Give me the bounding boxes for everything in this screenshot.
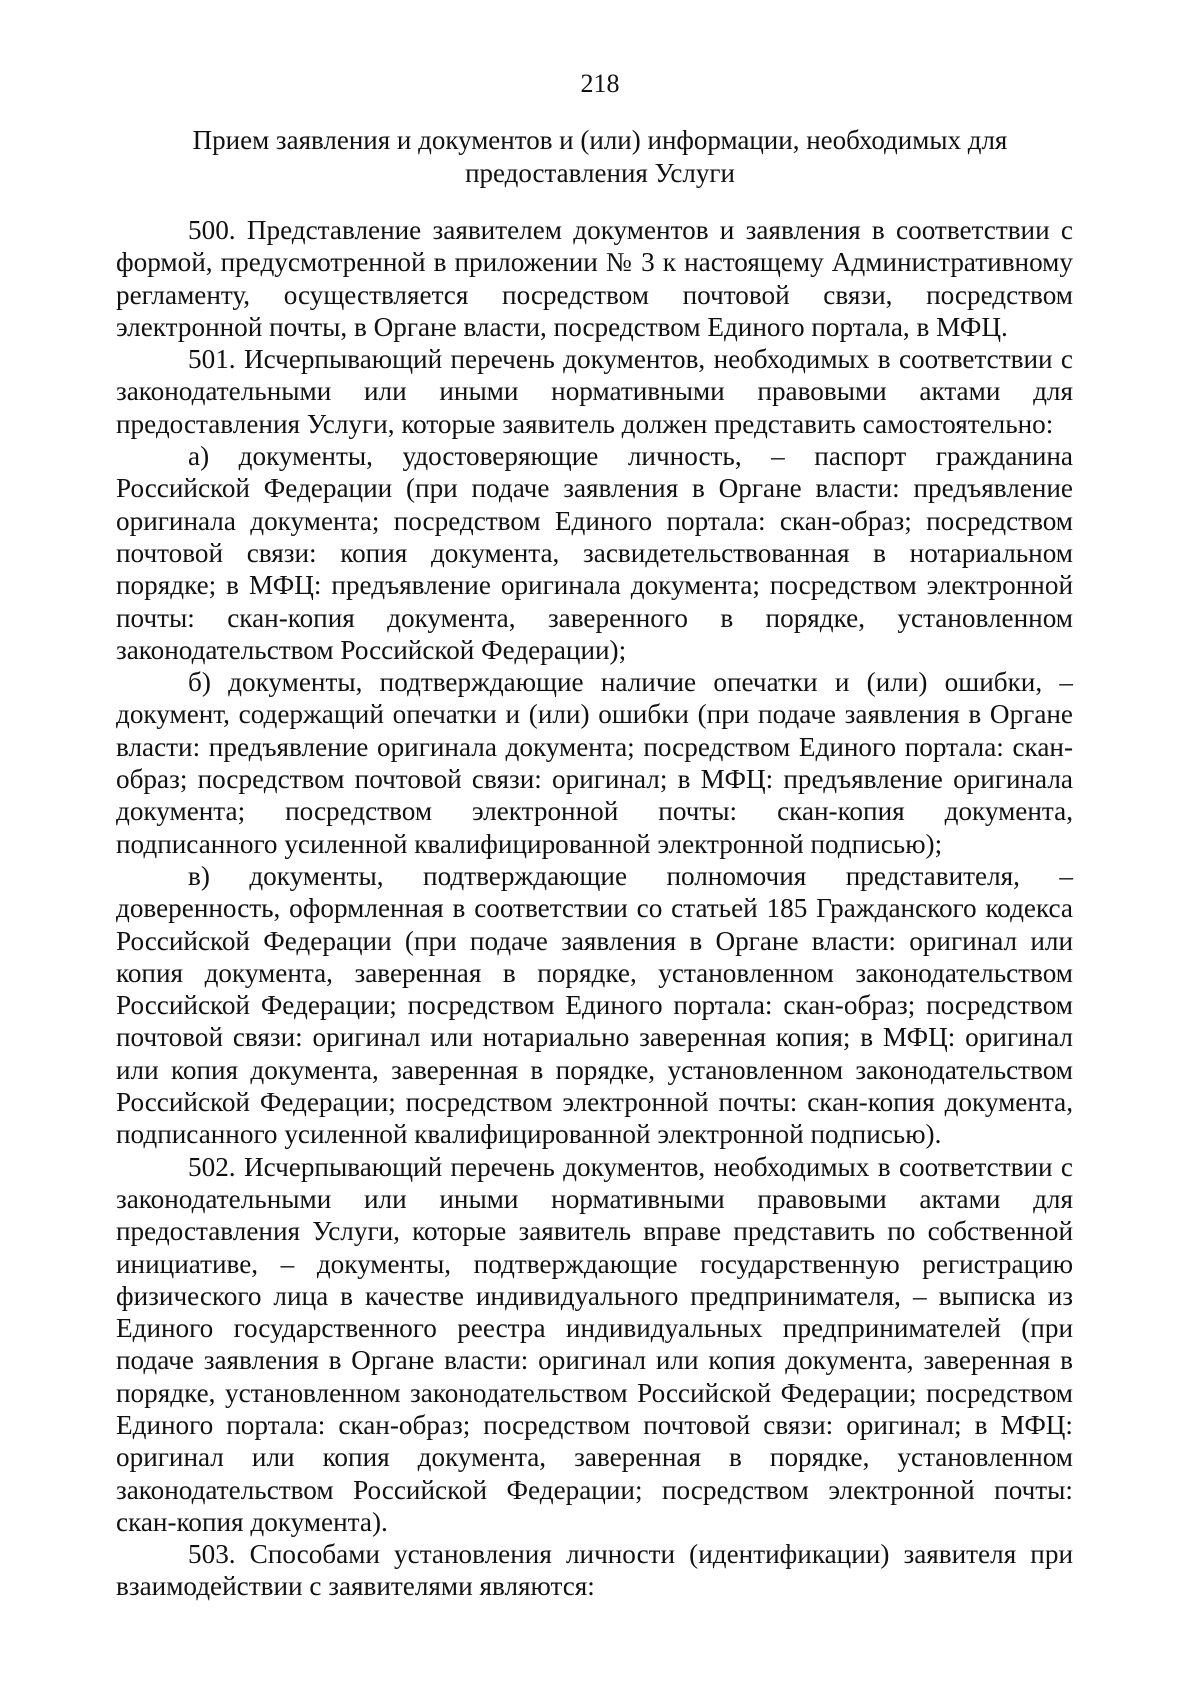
- paragraph-500: 500. Представление заявителем документов и заявления в соответствии с формой, предусмотренной в приложении № 3 к настоящему Административному регламенту, осуществляется посредством почтовой связи, посредством электронной почты, в Органе власти, посредством Единого портала, в МФЦ.: [116, 215, 1073, 342]
- paragraph-503: 503. Способами установления личности (идентификации) заявителя при взаимодействии с заявителями являются:: [116, 1539, 1073, 1602]
- document-body: [116, 214, 1073, 1603]
- paragraph-501-item-v: в) документы, подтверждающие полномочия представителя, – доверенность, оформленная в соответствии со статьей 185 Гражданского кодекса Российской Федерации (при подаче заявления в Органе власти: оригинал или копия документа, заверенная в порядке, установленном законодательством Российской Федерации; посредством Единого портала: скан-образ; посредством почтовой связи: оригинал или нотариально заверенная копия; в МФЦ: оригинал или копия документа, заверенная в порядке, установленном законодательством Российской Федерации; посредством электронной почты: скан-копия документа, подписанного усиленной квалифицированной электронной подписью).: [116, 860, 1073, 1150]
- section-heading-line-1: Прием заявления и документов и (или) информации, необходимых для: [192, 125, 1008, 155]
- section-heading-line-2: предоставления Услуги: [465, 158, 735, 188]
- paragraph-501: 501. Исчерпывающий перечень документов, необходимых в соответствии с законодательными или иными нормативными правовыми актами для предоставления Услуги, которые заявитель должен представить самостоятельно:: [116, 344, 1073, 439]
- paragraph-501-item-b: б) документы, подтверждающие наличие опечатки и (или) ошибки, – документ, содержащий опечатки и (или) ошибки (при подаче заявления в Органе власти: предъявление оригинала документа; посредством Единого портала: скан-образ; посредством почтовой связи: оригинал; в МФЦ: предъявление оригинала документа; посредством электронной почты: скан-копия документа, подписанного усиленной квалифицированной электронной подписью);: [116, 667, 1073, 859]
- paragraph-501-item-a: а) документы, удостоверяющие личность, – паспорт гражданина Российской Федерации (при подаче заявления в Органе власти: предъявление оригинала документа; посредством Единого портала: скан-образ; посредством почтовой связи: копия документа, засвидетельствованная в нотариальном порядке; в МФЦ: предъявление оригинала документа; посредством электронной почты: скан-копия документа, заверенного в порядке, установленном законодательством Российской Федерации);: [116, 441, 1073, 665]
- page-number: 218: [580, 69, 620, 98]
- section-heading: [175, 124, 1025, 190]
- paragraph-502: 502. Исчерпывающий перечень документов, необходимых в соответствии с законодательными или иными нормативными правовыми актами для предоставления Услуги, которые заявитель вправе представить по собственной инициативе, – документы, подтверждающие государственную регистрацию физического лица в качестве индивидуального предпринимателя, – выписка из Единого государственного реестра индивидуальных предпринимателей (при подаче заявления в Органе власти: оригинал или копия документа, заверенная в порядке, установленном законодательством Российской Федерации; посредством Единого портала: скан-образ; посредством почтовой связи: оригинал; в МФЦ: оригинал или копия документа, заверенная в порядке, установленном законодательством Российской Федерации; посредством электронной почты: скан-копия документа).: [116, 1151, 1073, 1537]
